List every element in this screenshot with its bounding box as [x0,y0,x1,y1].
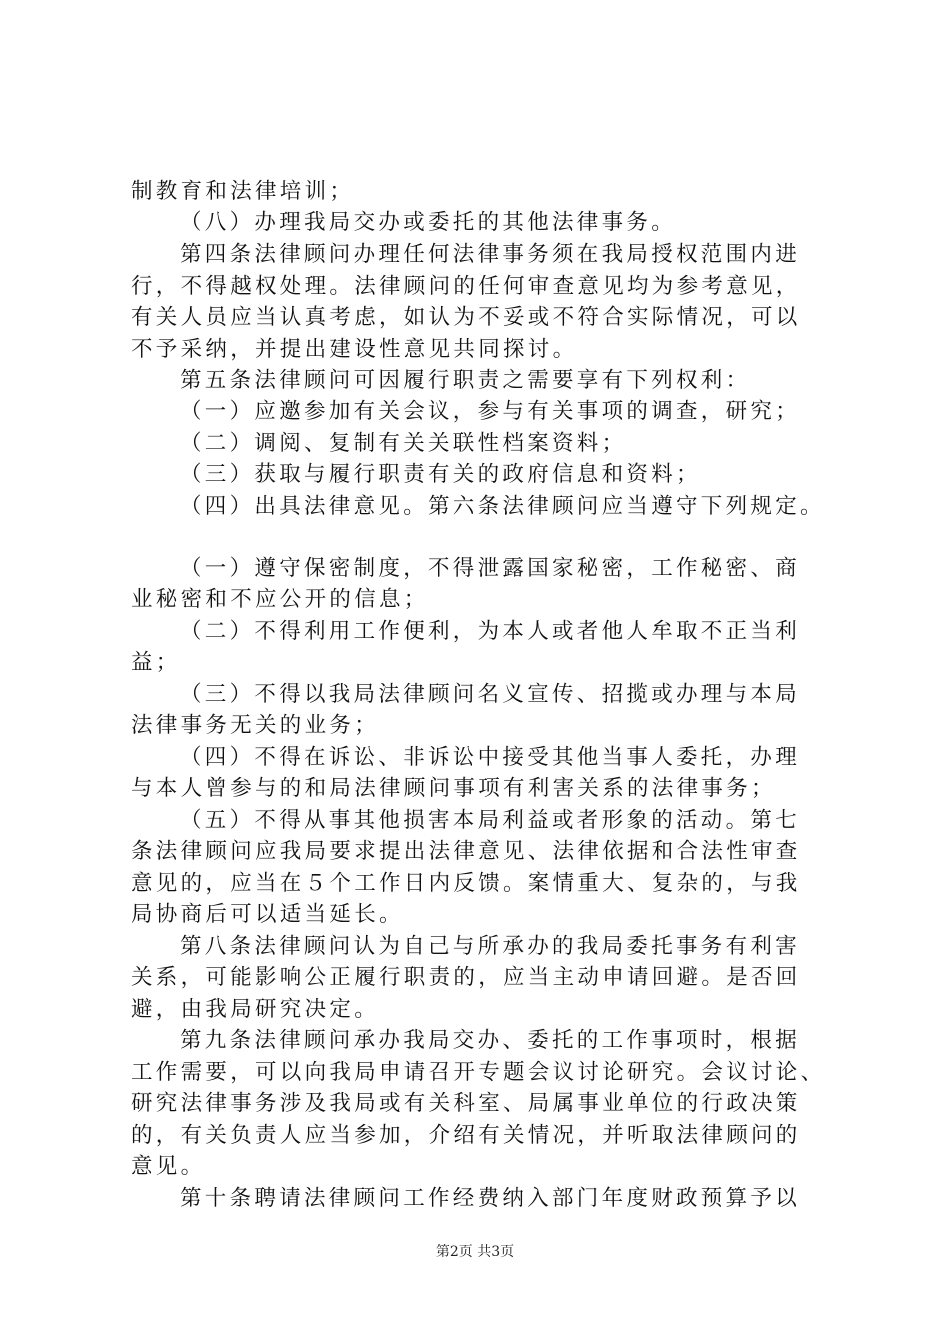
text-line: （三）获取与履行职责有关的政府信息和资料； [180,462,701,487]
text-line: 意见的，应当在５个工作日内反馈。案情重大、复杂的，与我 [131,871,801,896]
text-line: 行，不得越权处理。法律顾问的任何审查意见均为参考意见， [131,274,801,299]
text-line: 法律事务无关的业务； [131,713,380,738]
text-line: 条法律顾问应我局要求提出法律意见、法律依据和合法性审查 [131,839,801,864]
text-line: 与本人曾参与的和局法律顾问事项有利害关系的法律事务； [131,776,776,801]
text-line: 第十条聘请法律顾问工作经费纳入部门年度财政预算予以 [180,1186,801,1211]
text-line: 制教育和法律培训； [131,179,355,204]
text-line: 第五条法律顾问可因履行职责之需要享有下列权利： [180,368,751,393]
text-line: 避，由我局研究决定。 [131,997,380,1022]
text-line: 业秘密和不应公开的信息； [131,587,429,612]
text-line: 意见。 [131,1154,206,1179]
text-line: 第九条法律顾问承办我局交办、委托的工作事项时，根据 [180,1028,801,1053]
text-line: 第八条法律顾问认为自己与所承办的我局委托事务有利害 [180,934,801,959]
text-line: 局协商后可以适当延长。 [131,902,404,927]
text-line: 关系，可能影响公正履行职责的，应当主动申请回避。是否回 [131,965,801,990]
text-line: （二）不得利用工作便利，为本人或者他人牟取不正当利 [180,619,801,644]
page-number-footer: 第2页 共3页 [435,1244,515,1260]
text-line: 有关人员应当认真考虑，如认为不妥或不符合实际情况，可以 [131,305,801,330]
text-line: 工作需要，可以向我局申请召开专题会议讨论研究。会议讨论、 [131,1060,826,1085]
text-line: 第四条法律顾问办理任何法律事务须在我局授权范围内进 [180,242,801,267]
text-line: 益； [131,650,181,675]
text-line: 的，有关负责人应当参加，介绍有关情况，并听取法律顾问的 [131,1123,801,1148]
text-line: （一）应邀参加有关会议，参与有关事项的调查，研究； [180,399,801,424]
text-line: （四）不得在诉讼、非诉讼中接受其他当事人委托，办理 [180,745,801,770]
text-line: （四）出具法律意见。第六条法律顾问应当遵守下列规定。 [180,494,825,519]
text-line: （五）不得从事其他损害本局利益或者形象的活动。第七 [180,808,801,833]
text-line: 不予采纳，并提出建设性意见共同探讨。 [131,337,578,362]
text-line: 研究法律事务涉及我局或有关科室、局属事业单位的行政决策 [131,1091,801,1116]
text-line: （二）调阅、复制有关关联性档案资料； [180,431,627,456]
text-line: （一）遵守保密制度，不得泄露国家秘密，工作秘密、商 [180,556,801,581]
text-line: （八）办理我局交办或委托的其他法律事务。 [180,210,677,235]
text-line: （三）不得以我局法律顾问名义宣传、招揽或办理与本局 [180,682,801,707]
